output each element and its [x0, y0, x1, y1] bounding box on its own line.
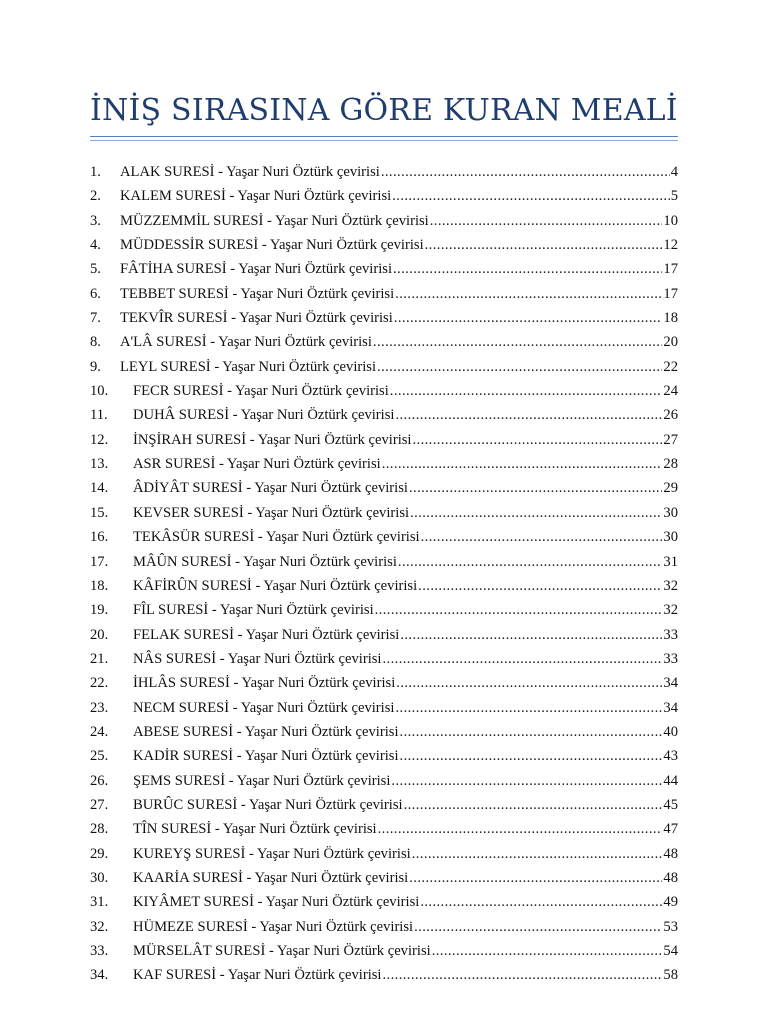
- toc-entry[interactable]: [90, 403, 678, 427]
- toc-entry-number: 12.: [90, 431, 109, 448]
- toc-entry-page: 34: [663, 675, 678, 692]
- toc-entry-title: ABESE SURESİ - Yaşar Nuri Öztürk çevirisi: [133, 723, 399, 740]
- toc-entry-title: KIYÂMET SURESİ - Yaşar Nuri Öztürk çevirisi: [133, 894, 420, 911]
- toc-dot-leader: [381, 160, 670, 184]
- toc-entry-title: FELAK SURESİ - Yaşar Nuri Öztürk çevirisi: [133, 626, 400, 643]
- toc-entry-page: 12: [663, 237, 678, 254]
- toc-entry[interactable]: [90, 209, 678, 233]
- toc-entry-title: NÂS SURESİ - Yaşar Nuri Öztürk çevirisi: [133, 650, 382, 667]
- title-rule-top: [90, 136, 678, 137]
- toc-entry-page: 30: [663, 529, 678, 546]
- toc-entry-page: 27: [663, 431, 678, 448]
- toc-entry[interactable]: [90, 501, 678, 525]
- toc-entry-title: ŞEMS SURESİ - Yaşar Nuri Öztürk çevirisi: [133, 772, 391, 789]
- toc-entry-number: 30.: [90, 869, 109, 886]
- toc-entry[interactable]: [90, 379, 678, 403]
- toc-entry-number: 2.: [90, 188, 101, 205]
- toc-entry-title: MÜDDESSİR SURESİ - Yaşar Nuri Öztürk çevirisi: [120, 237, 424, 254]
- toc-entry-page: 43: [663, 748, 678, 765]
- toc-entry-page: 18: [663, 310, 678, 327]
- toc-entry-page: 44: [663, 772, 678, 789]
- toc-entry-number: 7.: [90, 310, 101, 327]
- toc-dot-leader: [414, 915, 662, 939]
- toc-entry[interactable]: [90, 330, 678, 354]
- toc-entry-number: 18.: [90, 577, 109, 594]
- toc-entry-page: 32: [663, 577, 678, 594]
- toc-entry-number: 22.: [90, 675, 109, 692]
- toc-entry-number: 28.: [90, 821, 109, 838]
- toc-dot-leader: [412, 428, 662, 452]
- toc-entry-title: KADİR SURESİ - Yaşar Nuri Öztürk çevirisi: [133, 748, 399, 765]
- toc-entry[interactable]: [90, 476, 678, 500]
- toc-entry-title: FECR SURESİ - Yaşar Nuri Öztürk çevirisi: [133, 383, 389, 400]
- toc-entry-title: LEYL SURESİ - Yaşar Nuri Öztürk çevirisi: [120, 358, 377, 375]
- toc-entry-number: 9.: [90, 358, 101, 375]
- toc-entry-number: 32.: [90, 918, 109, 935]
- toc-entry[interactable]: [90, 623, 678, 647]
- toc-entry[interactable]: [90, 355, 678, 379]
- toc-dot-leader: [412, 842, 663, 866]
- toc-dot-leader: [430, 209, 663, 233]
- toc-entry-number: 33.: [90, 943, 109, 959]
- toc-dot-leader: [383, 963, 663, 987]
- toc-entry-page: 40: [663, 723, 678, 740]
- toc-entry-number: 6.: [90, 285, 101, 302]
- toc-dot-leader: [392, 184, 670, 208]
- toc-entry-page: 24: [663, 383, 678, 400]
- table-of-contents: [90, 160, 678, 988]
- toc-entry-title: FÂTİHA SURESİ - Yaşar Nuri Öztürk çevirisi: [120, 261, 392, 278]
- toc-entry-number: 21.: [90, 650, 109, 667]
- toc-entry-number: 23.: [90, 699, 109, 716]
- toc-dot-leader: [398, 550, 663, 574]
- document-title: İNİŞ SIRASINA GÖRE KURAN MEALİ: [90, 93, 678, 128]
- toc-entry-number: 25.: [90, 748, 109, 765]
- toc-entry-title: DUHÂ SURESİ - Yaşar Nuri Öztürk çevirisi: [133, 407, 395, 424]
- toc-entry-title: KALEM SURESİ - Yaşar Nuri Öztürk çevirisi: [120, 188, 392, 205]
- toc-entry-page: 33: [663, 626, 678, 643]
- toc-entry[interactable]: [90, 890, 678, 914]
- toc-entry-number: 14.: [90, 480, 109, 497]
- toc-entry-page: 58: [663, 967, 678, 984]
- toc-entry-number: 5.: [90, 261, 101, 278]
- toc-entry-title: MÜZZEMMİL SURESİ - Yaşar Nuri Öztürk çevirisi: [120, 212, 429, 229]
- toc-entry-title: HÜMEZE SURESİ - Yaşar Nuri Öztürk çevirisi: [133, 918, 414, 935]
- toc-entry[interactable]: [90, 525, 678, 549]
- toc-entry-title: KAARİA SURESİ - Yaşar Nuri Öztürk çevirisi: [133, 869, 409, 886]
- toc-entry-title: FÎL SURESİ - Yaşar Nuri Öztürk çevirisi: [133, 602, 374, 619]
- toc-entry-title: ASR SURESİ - Yaşar Nuri Öztürk çevirisi: [133, 456, 381, 473]
- toc-entry-number: 10.: [90, 383, 109, 400]
- toc-entry-number: 8.: [90, 334, 101, 351]
- toc-entry-number: 13.: [90, 456, 109, 473]
- toc-entry-page: 34: [663, 699, 678, 716]
- toc-entry-page: 17: [663, 261, 678, 278]
- toc-entry-number: 24.: [90, 723, 109, 740]
- toc-entry-number: 34.: [90, 967, 109, 984]
- toc-entry-number: 4.: [90, 237, 101, 254]
- toc-dot-leader: [383, 647, 663, 671]
- toc-entry-page: 54: [663, 943, 678, 959]
- toc-dot-leader: [432, 939, 663, 963]
- toc-dot-leader: [420, 890, 662, 914]
- toc-entry-page: 32: [663, 602, 678, 619]
- toc-dot-leader: [378, 817, 663, 841]
- toc-entry[interactable]: [90, 842, 678, 866]
- toc-entry[interactable]: [90, 963, 678, 987]
- toc-dot-leader: [395, 403, 662, 427]
- toc-entry[interactable]: [90, 744, 678, 768]
- toc-entry-page: 33: [663, 650, 678, 667]
- toc-entry[interactable]: [90, 306, 678, 330]
- toc-entry[interactable]: [90, 574, 678, 598]
- toc-dot-leader: [409, 476, 662, 500]
- toc-entry[interactable]: [90, 817, 678, 841]
- toc-entry[interactable]: [90, 550, 678, 574]
- toc-entry-page: 28: [663, 456, 678, 473]
- title-rule-bottom: [90, 140, 678, 141]
- toc-entry-page: 29: [663, 480, 678, 497]
- toc-entry-page: 5: [670, 188, 678, 205]
- toc-dot-leader: [375, 598, 663, 622]
- toc-entry-title: TEBBET SURESİ - Yaşar Nuri Öztürk çevirisi: [120, 285, 395, 302]
- toc-dot-leader: [400, 720, 663, 744]
- toc-dot-leader: [394, 306, 663, 330]
- toc-dot-leader: [391, 769, 662, 793]
- toc-entry-page: 4: [670, 164, 678, 180]
- toc-entry[interactable]: [90, 257, 678, 281]
- toc-entry-title: KÂFİRÛN SURESİ - Yaşar Nuri Öztürk çevirisi: [133, 577, 418, 594]
- toc-entry-title: BURÛC SURESİ - Yaşar Nuri Öztürk çevirisi: [133, 796, 403, 813]
- toc-entry-number: 3.: [90, 212, 101, 229]
- toc-entry-title: İHLÂS SURESİ - Yaşar Nuri Öztürk çevirisi: [133, 675, 396, 692]
- toc-entry-title: TEKÂSÜR SURESİ - Yaşar Nuri Öztürk çevirisi: [133, 529, 420, 546]
- toc-entry-page: 17: [663, 285, 678, 302]
- toc-entry[interactable]: [90, 720, 678, 744]
- toc-entry-title: İNŞİRAH SURESİ - Yaşar Nuri Öztürk çevirisi: [133, 431, 412, 448]
- toc-entry-page: 48: [663, 845, 678, 862]
- toc-entry-page: 30: [663, 504, 678, 521]
- toc-entry[interactable]: [90, 671, 678, 695]
- toc-entry-number: 20.: [90, 626, 109, 643]
- toc-entry-number: 11.: [90, 407, 108, 424]
- toc-entry-number: 27.: [90, 796, 109, 813]
- toc-dot-leader: [377, 355, 662, 379]
- toc-entry-number: 1.: [90, 164, 101, 180]
- toc-entry-number: 19.: [90, 602, 109, 619]
- toc-entry-title: KAF SURESİ - Yaşar Nuri Öztürk çevirisi: [133, 967, 382, 984]
- toc-entry-page: 31: [663, 553, 678, 570]
- toc-entry[interactable]: [90, 793, 678, 817]
- toc-dot-leader: [418, 574, 662, 598]
- toc-entry-title: NECM SURESİ - Yaşar Nuri Öztürk çevirisi: [133, 699, 395, 716]
- toc-entry[interactable]: [90, 866, 678, 890]
- toc-entry-number: 31.: [90, 894, 109, 911]
- toc-dot-leader: [425, 233, 663, 257]
- toc-dot-leader: [373, 330, 662, 354]
- toc-entry[interactable]: [90, 160, 678, 184]
- toc-entry-page: 45: [663, 796, 678, 813]
- toc-dot-leader: [421, 525, 663, 549]
- toc-dot-leader: [395, 696, 662, 720]
- toc-entry-title: MÜRSELÂT SURESİ - Yaşar Nuri Öztürk çevirisi: [133, 943, 431, 959]
- toc-dot-leader: [410, 501, 662, 525]
- toc-entry[interactable]: [90, 452, 678, 476]
- toc-entry-number: 17.: [90, 553, 109, 570]
- toc-entry-page: 22: [663, 358, 678, 375]
- toc-dot-leader: [393, 257, 662, 281]
- toc-entry[interactable]: [90, 598, 678, 622]
- toc-dot-leader: [395, 282, 662, 306]
- toc-entry-number: 16.: [90, 529, 109, 546]
- toc-entry-title: ALAK SURESİ - Yaşar Nuri Öztürk çevirisi: [120, 164, 380, 180]
- toc-entry[interactable]: [90, 647, 678, 671]
- toc-entry[interactable]: [90, 915, 678, 939]
- toc-entry-page: 47: [663, 821, 678, 838]
- toc-dot-leader: [404, 793, 663, 817]
- toc-entry-page: 26: [663, 407, 678, 424]
- toc-entry-page: 10: [663, 212, 678, 229]
- toc-entry-number: 26.: [90, 772, 109, 789]
- toc-entry-page: 20: [663, 334, 678, 351]
- toc-entry[interactable]: [90, 939, 678, 963]
- toc-entry-page: 48: [663, 869, 678, 886]
- toc-entry[interactable]: [90, 769, 678, 793]
- toc-entry-number: 29.: [90, 845, 109, 862]
- toc-dot-leader: [400, 623, 662, 647]
- toc-entry-title: TÎN SURESİ - Yaşar Nuri Öztürk çevirisi: [133, 821, 377, 838]
- toc-dot-leader: [390, 379, 663, 403]
- toc-entry-page: 49: [663, 894, 678, 911]
- toc-entry-title: MÂÛN SURESİ - Yaşar Nuri Öztürk çevirisi: [133, 553, 397, 570]
- toc-entry[interactable]: [90, 233, 678, 257]
- toc-entry[interactable]: [90, 282, 678, 306]
- toc-entry-page: 53: [663, 918, 678, 935]
- toc-dot-leader: [396, 671, 662, 695]
- toc-entry[interactable]: [90, 428, 678, 452]
- toc-entry[interactable]: [90, 696, 678, 720]
- toc-dot-leader: [400, 744, 663, 768]
- toc-entry-number: 15.: [90, 504, 109, 521]
- toc-entry[interactable]: [90, 184, 678, 208]
- toc-entry-title: KUREYŞ SURESİ - Yaşar Nuri Öztürk çevirisi: [133, 845, 411, 862]
- toc-entry-title: TEKVÎR SURESİ - Yaşar Nuri Öztürk çevirisi: [120, 310, 393, 327]
- toc-entry-title: ÂDİYÂT SURESİ - Yaşar Nuri Öztürk çevirisi: [133, 480, 408, 497]
- toc-dot-leader: [382, 452, 663, 476]
- toc-dot-leader: [409, 866, 662, 890]
- toc-entry-title: KEVSER SURESİ - Yaşar Nuri Öztürk çevirisi: [133, 504, 410, 521]
- toc-entry-title: A'LÂ SURESİ - Yaşar Nuri Öztürk çevirisi: [120, 334, 372, 351]
